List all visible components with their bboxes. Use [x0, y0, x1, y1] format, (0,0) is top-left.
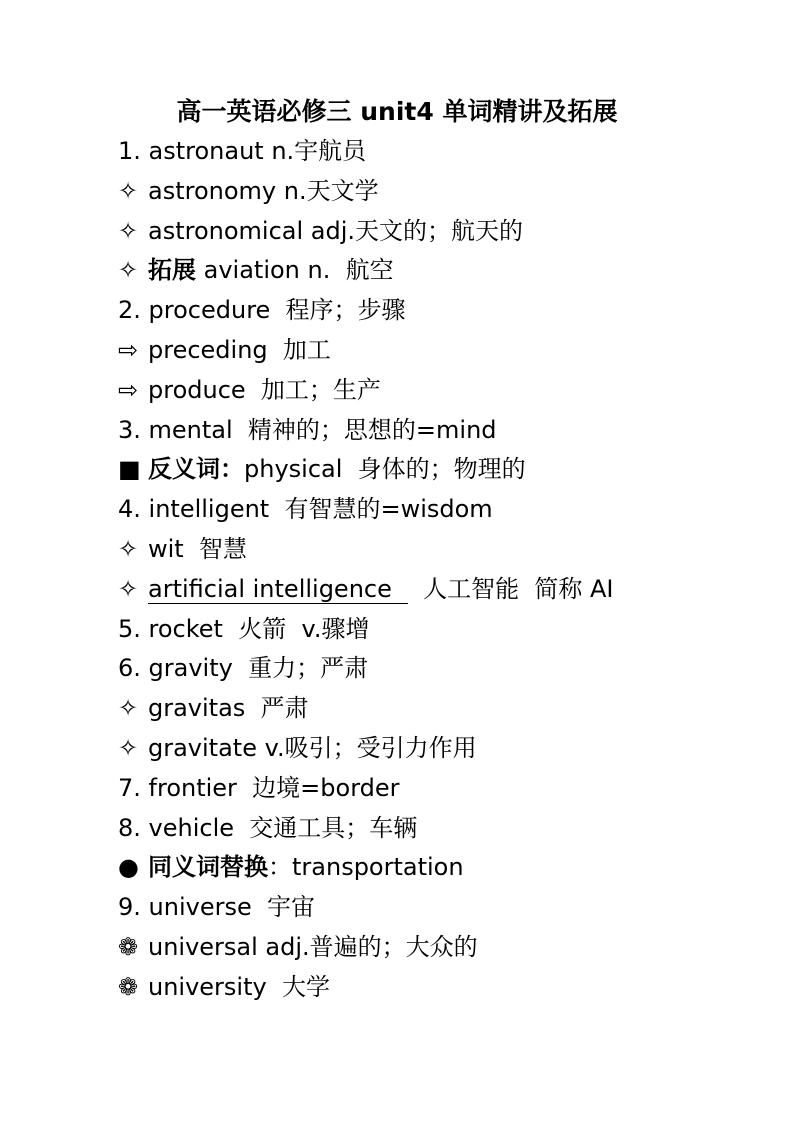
vocab-line: [118, 769, 778, 809]
vocab-line: [118, 490, 778, 530]
line-text: vehicle 交通工具；车辆: [148, 813, 418, 842]
line-number: 5.: [118, 614, 149, 643]
vocab-line: [118, 530, 778, 570]
line-text: mental 精神的；思想的=mind: [148, 415, 497, 444]
line-text: university 大学: [148, 972, 330, 1001]
star-bullet-icon: ✧: [118, 733, 139, 762]
vocab-line: [118, 848, 778, 888]
vocab-line: [118, 371, 778, 411]
vocab-line: [118, 928, 778, 968]
line-text: universal adj.普遍的；大众的: [148, 932, 478, 961]
star-bullet-icon: ✧: [118, 534, 139, 563]
vocab-line: [118, 570, 778, 610]
line-text: gravity 重力；严肃: [148, 654, 369, 683]
star-bullet-icon: ✧: [118, 216, 139, 245]
line-text: astronomical adj.天文的；航天的: [148, 216, 524, 245]
vocab-line: [118, 132, 778, 172]
arrow-bullet-icon: ⇨: [118, 335, 139, 364]
line-number: 9.: [118, 893, 149, 922]
vocab-list: [118, 132, 778, 1008]
line-number: 3.: [118, 415, 149, 444]
line-text: aviation n. 航空: [196, 256, 394, 285]
line-text: preceding 加工: [148, 335, 331, 364]
vocab-line: [118, 809, 778, 849]
vocab-line: [118, 450, 778, 490]
line-text: intelligent 有智慧的=wisdom: [148, 495, 493, 524]
line-text: astronaut n.宇航员: [148, 137, 367, 165]
vocab-line: [118, 649, 778, 689]
vocab-line: [118, 331, 778, 371]
arrow-bullet-icon: ⇨: [118, 375, 139, 404]
flower-bullet-icon: ❁: [118, 932, 139, 961]
line-number: 6.: [118, 654, 149, 683]
line-text: wit 智慧: [148, 534, 247, 563]
vocab-line: [118, 172, 778, 212]
line-text: physical 身体的；物理的: [244, 455, 526, 484]
star-bullet-icon: ✧: [118, 574, 139, 603]
line-number: 1.: [118, 137, 149, 165]
line-text: gravitas 严肃: [148, 694, 309, 723]
synonym-label: 同义词替换: [148, 853, 268, 882]
line-number: 8.: [118, 813, 149, 842]
vocab-line: [118, 251, 778, 291]
dot-bullet-icon: ●: [118, 853, 147, 882]
extension-label: 拓展: [148, 256, 196, 285]
page-title: 高一英语必修三 unit4 单词精讲及拓展: [176, 97, 618, 126]
vocab-line: [118, 610, 778, 650]
vocab-line: [118, 888, 778, 928]
star-bullet-icon: ✧: [118, 694, 139, 723]
line-number: 4.: [118, 495, 149, 524]
line-text: gravitate v.吸引；受引力作用: [148, 733, 477, 762]
line-number: 7.: [118, 773, 149, 802]
line-text: ：transportation: [268, 853, 464, 882]
antonym-label: 反义词：: [148, 455, 244, 484]
underlined-term: artificial intelligence: [148, 575, 408, 604]
line-text: procedure 程序；步骤: [148, 296, 406, 325]
flower-bullet-icon: ❁: [118, 972, 139, 1001]
line-text: rocket 火箭 v.骤增: [148, 614, 370, 643]
line-number: 2.: [118, 296, 149, 325]
line-text: astronomy n.天文学: [148, 176, 379, 205]
vocab-line: [118, 729, 778, 769]
vocab-line: [118, 689, 778, 729]
star-bullet-icon: ✧: [118, 256, 139, 285]
line-text: 人工智能 简称 AI: [407, 574, 614, 603]
vocab-line: [118, 212, 778, 252]
vocab-line: [118, 411, 778, 451]
vocab-line: [118, 291, 778, 331]
line-text: universe 宇宙: [148, 893, 315, 922]
star-bullet-icon: ✧: [118, 176, 139, 205]
line-text: frontier 边境=border: [148, 773, 400, 802]
square-bullet-icon: ■: [118, 455, 149, 484]
line-text: produce 加工；生产: [148, 375, 381, 404]
vocab-line: [118, 968, 778, 1008]
